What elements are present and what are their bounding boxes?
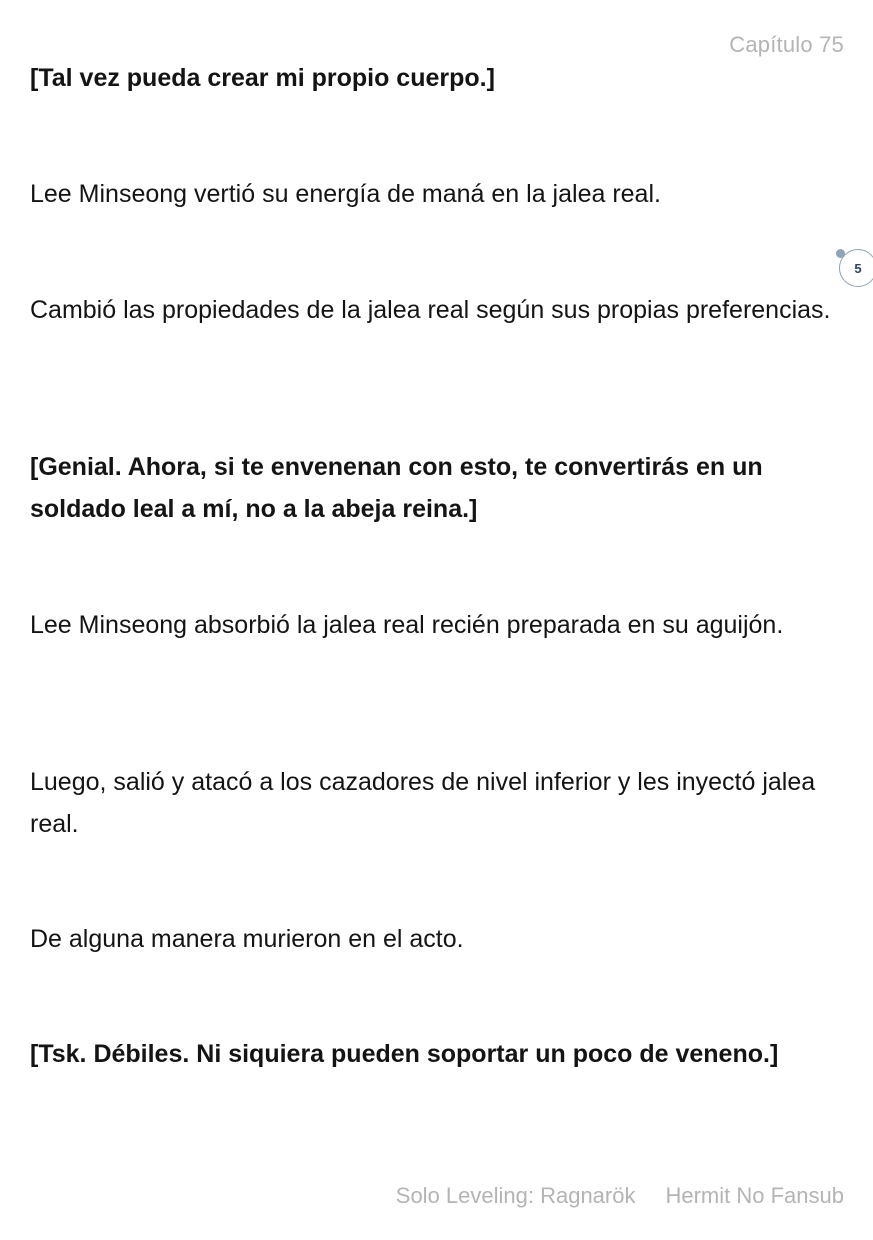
page-indicator-button[interactable]: [839, 249, 873, 287]
footer-translator: Hermit No Fansub: [665, 1183, 844, 1208]
paragraph-dialogue-3: [Tsk. Débiles. Ni siquiera pueden soportar un poco de veneno.]: [30, 1040, 779, 1068]
paragraph-narration-1: Lee Minseong vertió su energía de maná en la jalea real.: [30, 180, 661, 208]
chapter-label: Capítulo 75: [729, 32, 844, 57]
paragraph-dialogue-2: [Genial. Ahora, si te envenenan con esto, te convertirás en un soldado leal a mí, no a la abeja reina.]: [30, 453, 763, 523]
footer-book-title: Solo Leveling: Ragnarök: [395, 1183, 636, 1208]
page-number: 5: [854, 260, 862, 276]
footer: [396, 1183, 844, 1209]
paragraph-narration-3: Lee Minseong absorbió la jalea real recién preparada en su aguijón.: [30, 611, 784, 639]
paragraph-dialogue-1: [Tal vez pueda crear mi propio cuerpo.]: [30, 64, 495, 92]
paragraph-narration-2: Cambió las propiedades de la jalea real según sus propias preferencias.: [30, 296, 831, 324]
paragraph-narration-4: Luego, salió y atacó a los cazadores de nivel inferior y les inyectó jalea real.: [30, 768, 816, 838]
indicator-dot-icon: [836, 249, 845, 258]
paragraph-narration-5: De alguna manera murieron en el acto.: [30, 925, 464, 953]
